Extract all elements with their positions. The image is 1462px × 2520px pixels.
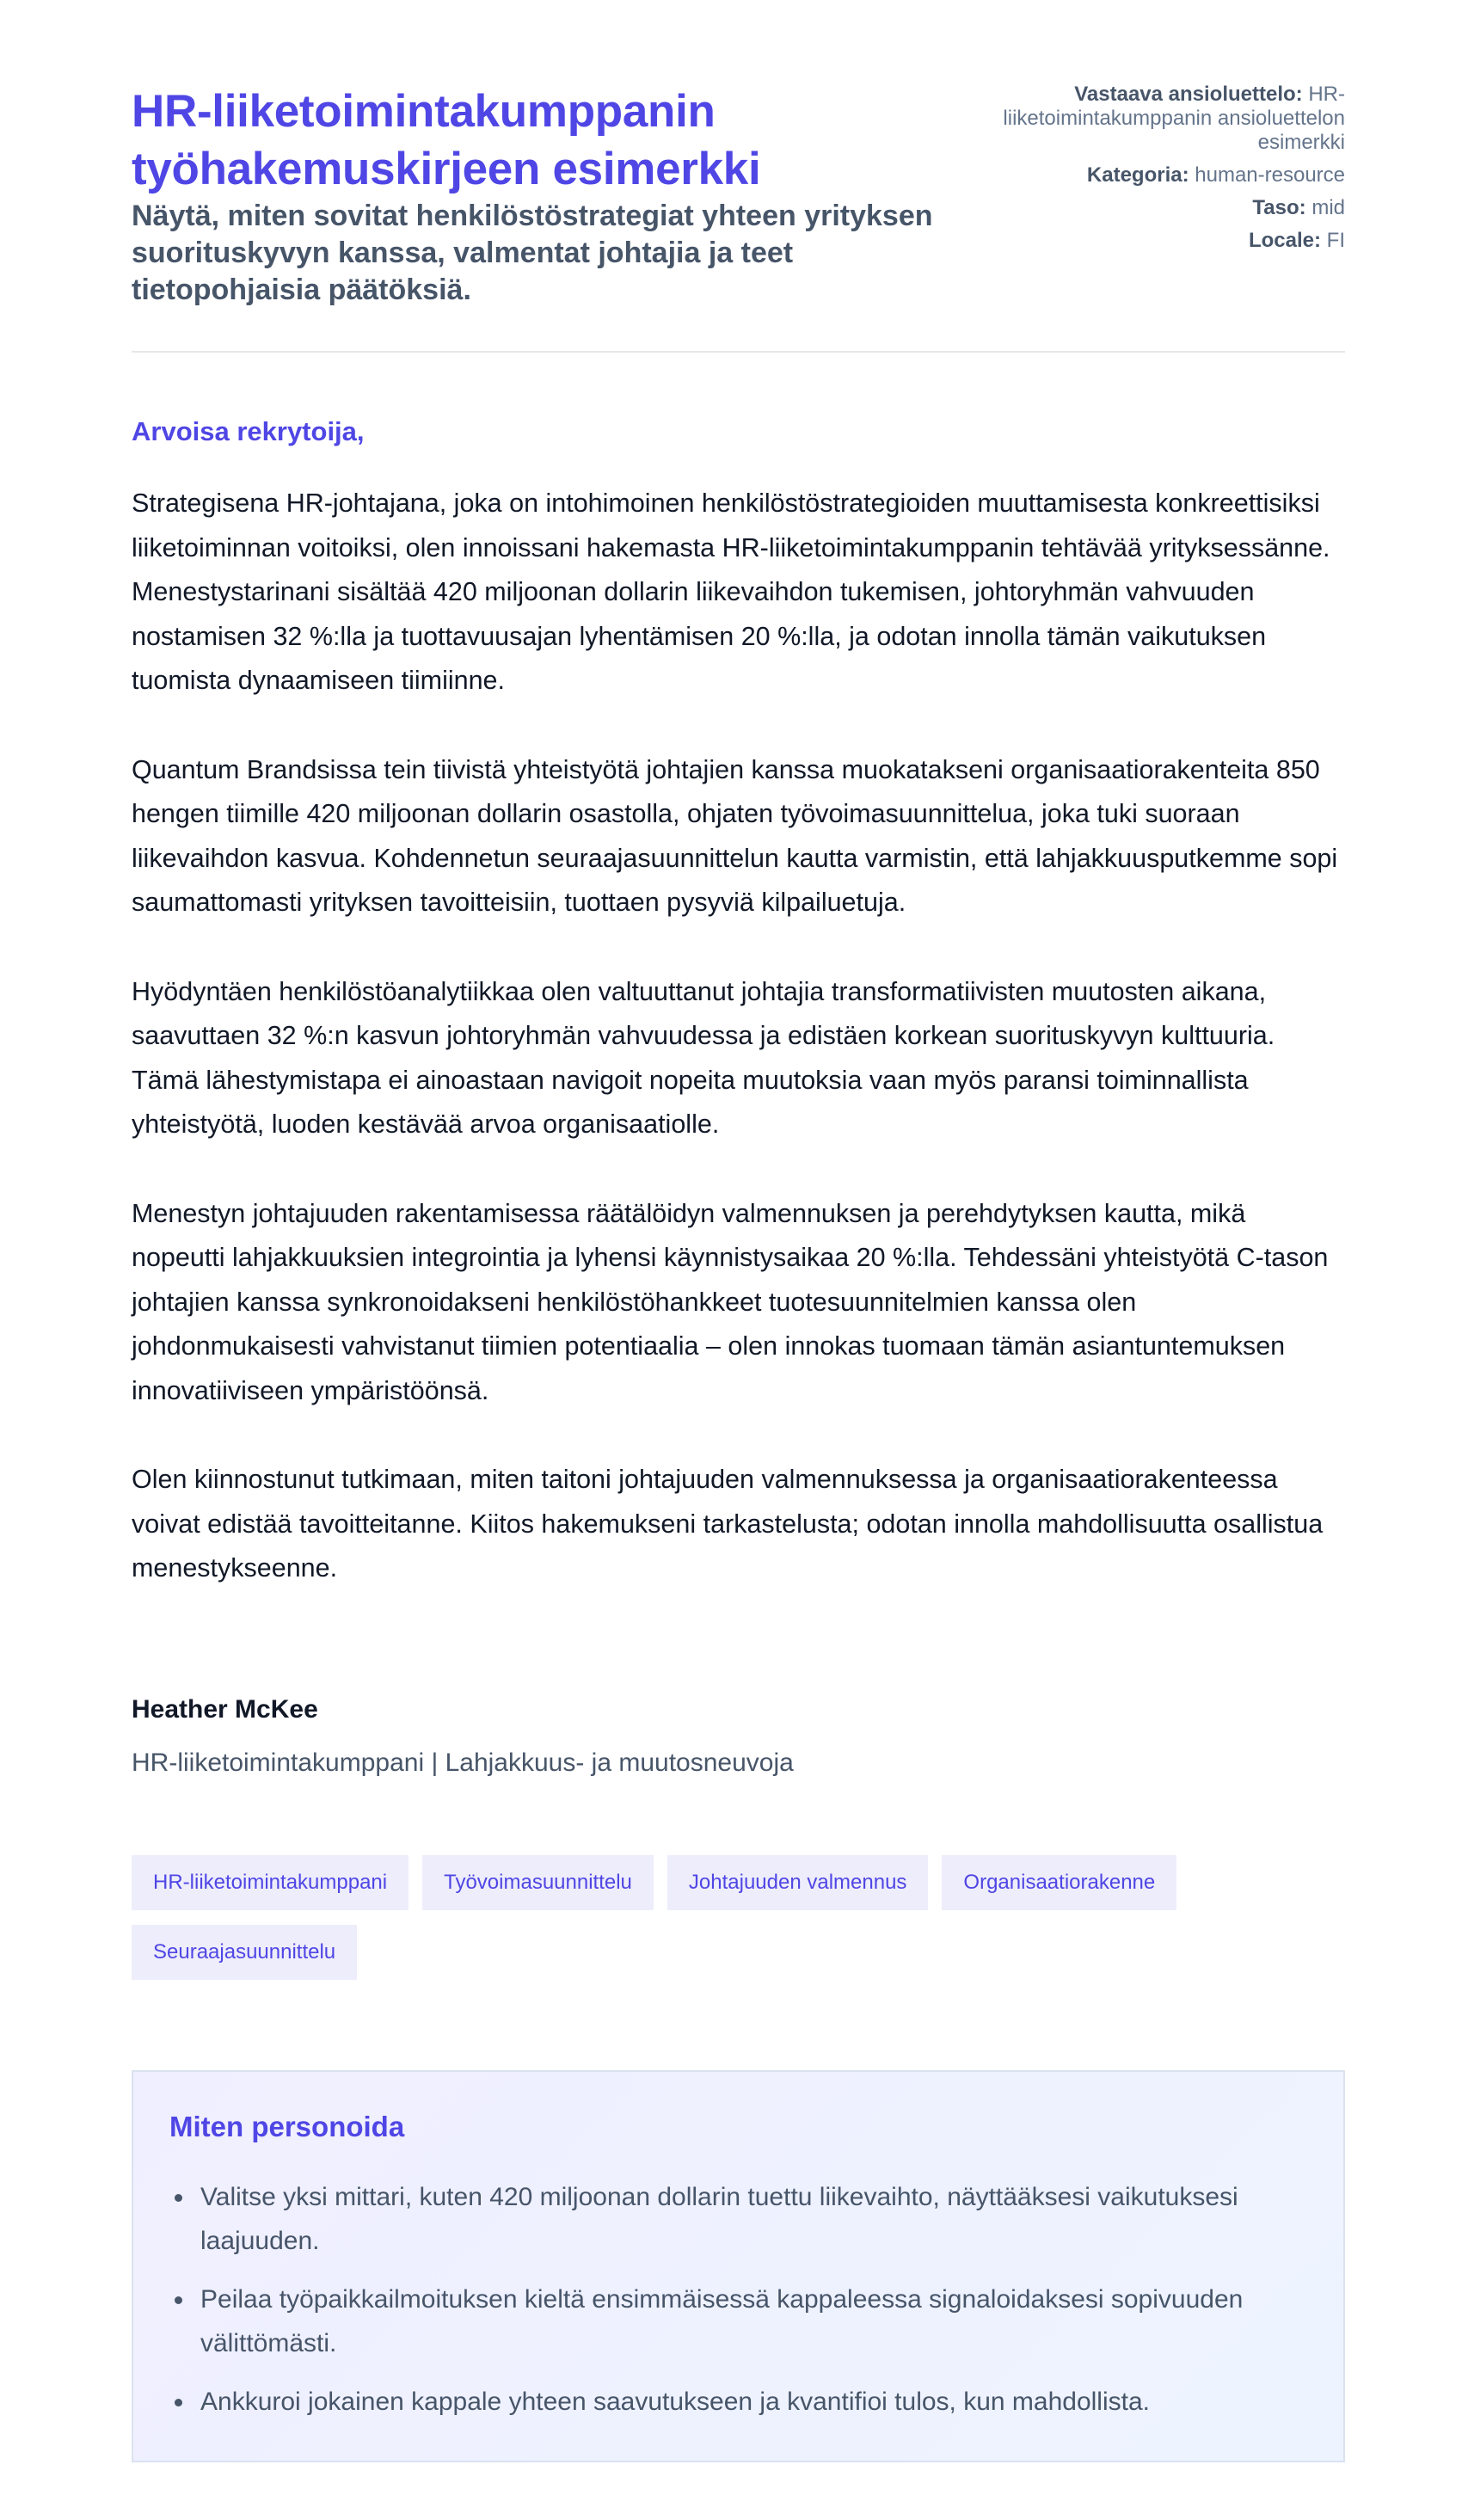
meta-category <box>984 163 1345 187</box>
meta-level-label: Taso: <box>1252 196 1306 219</box>
page-title: HR-liiketoimintakumppanin työhakemuskirjeen esimerkki <box>132 86 761 194</box>
meta-locale-label: Locale: <box>1248 229 1321 252</box>
bullet-icon <box>175 2296 182 2304</box>
meta-resume-label: Vastaava ansioluettelo: <box>1074 83 1303 106</box>
meta-level <box>984 196 1345 220</box>
tip-text: Peilaa työpaikkailmoituksen kieltä ensimmäisessä kappaleessa signaloidaksesi sopivuuden välittömästi. <box>200 2285 1244 2357</box>
letter-paragraph: Hyödyntäen henkilöstöanalytiikkaa olen valtuuttanut johtajia transformatiivisten muutosten aikana, saavuttaen 32 %:n kasvun johtoryhmän vahvuudessa ja edistäen korkean suorituskyvyn kulttuuria. Tämä lähestymistapa ei ainoastaan navigoit nopeita muutoksia vaan myös paransi toiminnallista yhteistyötä, luoden kestävää arvoa organisaatiolle. <box>132 976 1275 1139</box>
bullet-icon <box>175 2194 182 2202</box>
letter-paragraph: Menestyn johtajuuden rakentamisessa räätälöidyn valmennuksen ja perehdytyksen kautta, mikä nopeutti lahjakkuuksien integrointia ja lyhensi käynnistysaikaa 20 %:lla. Tehdessäni yhteistyötä C-tason johtajien kanssa synkronoidakseni henkilöstöhankkeet tuotesuunnitelmien kanssa olen johdonmukaisesti vahvistanut tiimien potentiaalia – olen innokas tuomaan tämän asiantuntemuksen innovatiiviseen ympäristöönsä. <box>132 1198 1329 1405</box>
meta-category-value: human-resource <box>1195 163 1345 187</box>
bullet-icon <box>175 2399 182 2406</box>
tip-item <box>200 2277 1318 2365</box>
tag-list <box>132 1855 1345 1980</box>
tag-workforce-planning: Työvoimasuunnittelu <box>422 1855 654 1910</box>
tag-succession-planning: Seuraajasuunnittelu <box>132 1925 357 1980</box>
tag-org-design: Organisaatiorakenne <box>942 1855 1176 1910</box>
page-header <box>132 83 1345 351</box>
tip-text: Valitse yksi mittari, kuten 420 miljoonan dollarin tuettu liikevaihto, näyttääksesi vaikutuksesi laajuuden. <box>200 2183 1238 2255</box>
tip-item <box>200 2175 1318 2263</box>
meta-locale-value: FI <box>1326 229 1345 252</box>
tips-list <box>169 2175 1318 2438</box>
meta-resume-value: HR-liiketoimintakumppanin ansioluettelon esimerkki <box>1003 83 1345 154</box>
personalize-tips-box <box>132 2070 1345 2462</box>
meta-panel <box>984 83 1345 261</box>
signature-title: HR-liiketoimintakumppani | Lahjakkuus- ja muutosneuvoja <box>132 1749 794 1777</box>
page-subtitle: Näytä, miten sovitat henkilöstöstrategiat yhteen yrityksen suorituskyvyn kanssa, valmentat johtajia ja teet tietopohjaisia päätöksiä. <box>132 200 933 306</box>
letter-greeting: Arvoisa rekrytoija, <box>132 416 365 446</box>
letter-paragraph: Quantum Brandsissa tein tiivistä yhteistyötä johtajien kanssa muokatakseni organisaatiorakenteita 850 hengen tiimille 420 miljoonan dollarin osastolla, ohjaten työvoimasuunnittelua, joka tuki suoraan liikevaihdon kasvua. Kohdennetun seuraajasuunnittelun kautta varmistin, että lahjakkuusputkemme sopi saumattomasti yrityksen tavoitteisiin, tuottaen pysyviä kilpailuetuja. <box>132 754 1338 917</box>
letter-paragraph: Olen kiinnostunut tutkimaan, miten taitoni johtajuuden valmennuksessa ja organisaatiorakenteessa voivat edistää tavoitteitanne. Kiitos hakemukseni tarkastelusta; odotan innolla mahdollisuutta osallistua menestykseenne. <box>132 1465 1324 1583</box>
meta-level-value: mid <box>1312 196 1345 219</box>
tip-text: Ankkuroi jokainen kappale yhteen saavutukseen ja kvantifioi tulos, kun mahdollista. <box>200 2388 1150 2416</box>
meta-resume <box>984 83 1345 155</box>
letter-paragraph: Strategisena HR-johtajana, joka on intohimoinen henkilöstöstrategioiden muuttamisesta konkreettisiksi liiketoiminnan voitoiksi, olen innoissani hakemasta HR-liiketoimintakumppanin tehtävää yrityksessänne. Menestystarinani sisältää 420 miljoonan dollarin liikevaihdon tukemisen, johtoryhmän vahvuuden nostamisen 32 %:lla ja tuottavuusajan lyhentämisen 20 %:lla, ja odotan innolla tämän vaikutuksen tuomista dynaamiseen tiimiinne. <box>132 489 1330 695</box>
meta-category-label: Kategoria: <box>1086 163 1189 187</box>
meta-locale <box>984 229 1345 253</box>
tip-item <box>200 2380 1318 2424</box>
tag-hr-business-partner: HR-liiketoimintakumppani <box>132 1855 408 1910</box>
tag-leadership-coaching: Johtajuuden valmennus <box>667 1855 929 1910</box>
letter-body <box>132 482 1345 1636</box>
signature-name: Heather McKee <box>132 1695 318 1724</box>
header-divider <box>132 351 1345 353</box>
tips-title: Miten personoida <box>169 2111 405 2142</box>
